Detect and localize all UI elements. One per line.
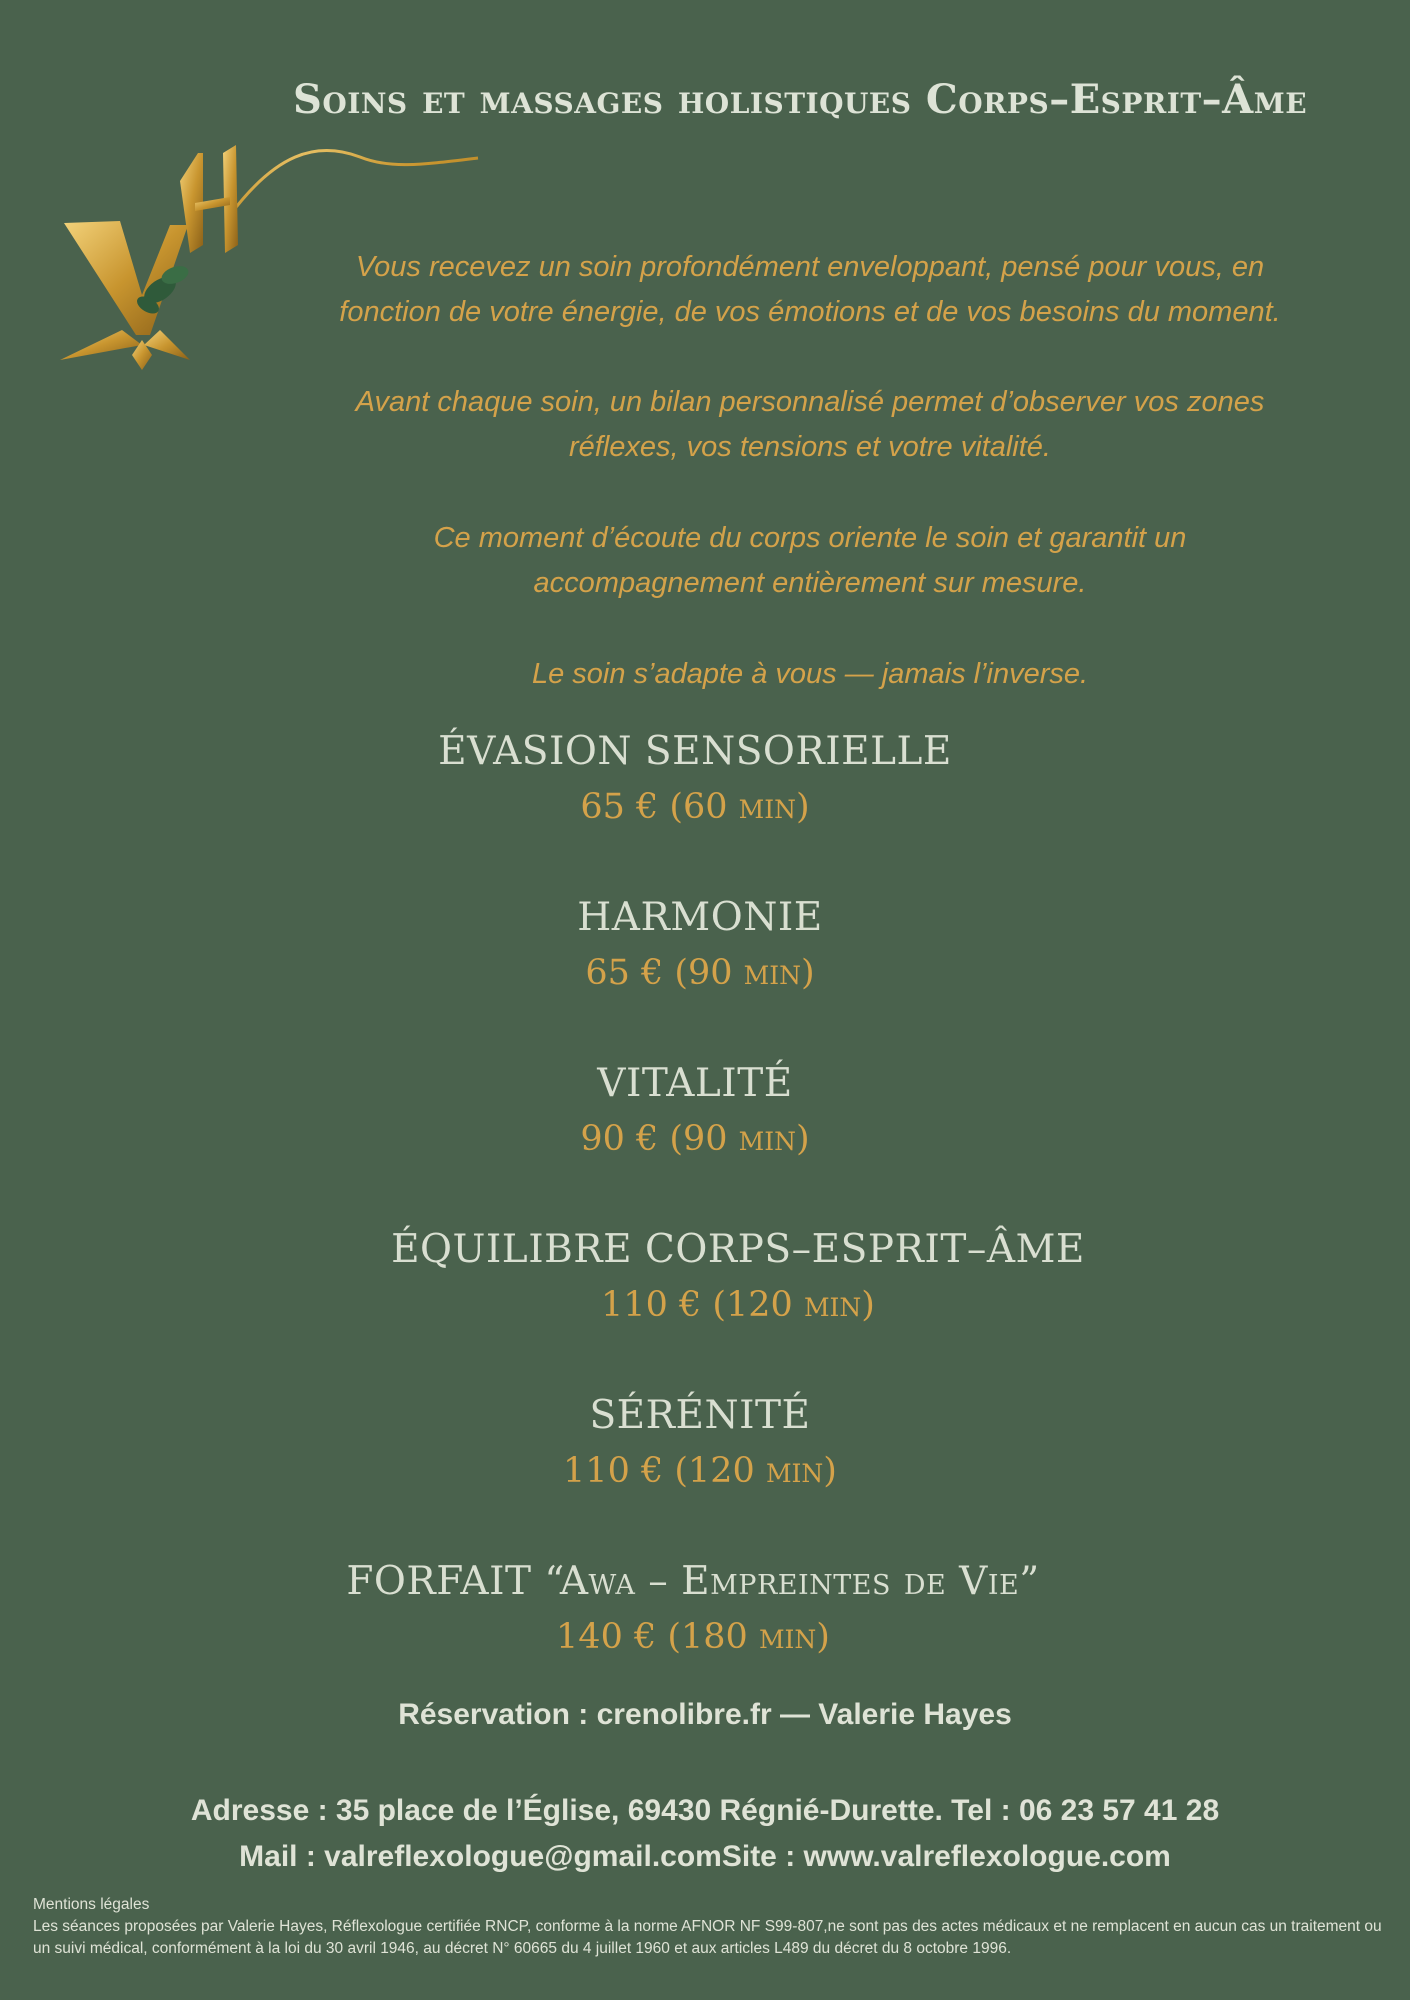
mail-line: Mail : valreflexologue@gmail.comSite : www.valreflexologue.com <box>239 1840 1171 1873</box>
legal-text: Les séances proposées par Valerie Hayes, Réflexologue certifiée RNCP, conforme à la norme AFNOR NF S99-807,ne sont pas des actes médicaux et ne remplacent en aucun cas un traitement ou un suivi médical, conformément à la loi du 30 avril 1946, au décret N° 60665 du 4 juillet 1960 et aux articles L489 du décret du 8 octobre 1996. <box>33 1918 1382 1957</box>
reservation-line: Réservation : crenolibre.fr — Valerie Hayes <box>398 1698 1012 1731</box>
service-harmonie <box>200 890 1200 1000</box>
service-price: 65 € (90 min) <box>585 953 815 993</box>
page-title: Soins et massages holistiques Corps–Esprit–Âme <box>292 76 1308 123</box>
service-price: 110 € (120 min) <box>563 1451 837 1491</box>
service-vitalite <box>195 1056 1195 1166</box>
service-price: 110 € (120 min) <box>601 1285 875 1325</box>
service-price: 90 € (90 min) <box>580 1119 810 1159</box>
intro-paragraph-1 <box>240 245 1380 335</box>
service-name: ÉVASION SENSORIELLE <box>438 729 952 774</box>
intro-p3-line1: Ce moment d’écoute du corps oriente le soin et garantit un <box>433 522 1187 554</box>
contact-block <box>70 1788 1340 1880</box>
legal-notice <box>33 1894 1383 1960</box>
service-evasion-sensorielle <box>195 724 1195 834</box>
intro-p2-line1: Avant chaque soin, un bilan personnalisé permet d’observer vos zones <box>355 386 1265 418</box>
service-serenite <box>200 1388 1200 1498</box>
service-name: HARMONIE <box>577 895 823 940</box>
intro-p1-line2: fonction de votre énergie, de vos émotions et de vos besoins du moment. <box>339 296 1281 328</box>
intro-p4-line: Le soin s’adapte à vous — jamais l’inverse. <box>531 658 1089 690</box>
service-name: ÉQUILIBRE CORPS–ESPRIT–ÂME <box>391 1227 1085 1272</box>
legal-title: Mentions légales <box>33 1896 150 1913</box>
intro-paragraph-2 <box>240 380 1380 470</box>
service-price: 65 € (60 min) <box>580 787 810 827</box>
service-equilibre <box>238 1222 1238 1332</box>
service-name: SÉRÉNITÉ <box>589 1393 811 1438</box>
service-name: FORFAIT “Awa – Empreintes de Vie” <box>346 1559 1040 1604</box>
service-price: 140 € (180 min) <box>556 1617 830 1657</box>
intro-p2-line2: réflexes, vos tensions et votre vitalité. <box>569 431 1051 463</box>
intro-paragraph-4 <box>240 652 1380 697</box>
intro-p1-line1: Vous recevez un soin profondément enveloppant, pensé pour vous, en <box>355 251 1265 283</box>
service-name: VITALITÉ <box>597 1061 793 1106</box>
service-forfait-awa <box>193 1554 1193 1664</box>
intro-p3-line2: accompagnement entièrement sur mesure. <box>533 567 1087 599</box>
intro-paragraph-3 <box>240 516 1380 606</box>
address-line: Adresse : 35 place de l’Église, 69430 Régnié-Durette. Tel : 06 23 57 41 28 <box>190 1794 1220 1827</box>
